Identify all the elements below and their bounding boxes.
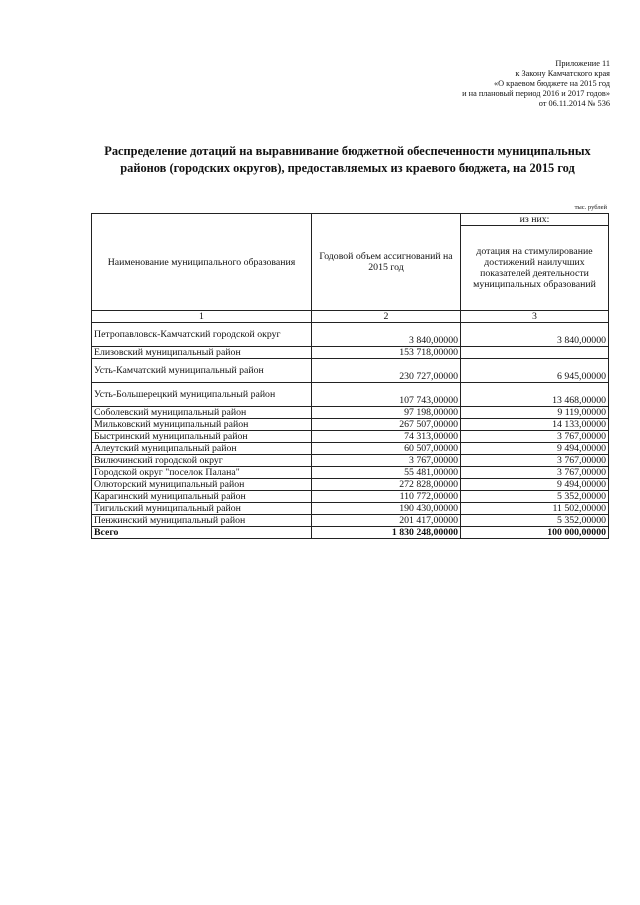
municipality-name: Вилючинский городской округ — [92, 455, 312, 467]
annual-amount: 55 481,00000 — [312, 467, 461, 479]
municipality-name: Мильковский муниципальный район — [92, 419, 312, 431]
municipality-name: Быстринский муниципальный район — [92, 431, 312, 443]
table-body — [92, 214, 609, 539]
total-row — [92, 527, 609, 539]
municipality-name: Усть-Большерецкий муниципальный район — [92, 383, 312, 407]
stimulus-amount: 5 352,00000 — [461, 491, 609, 503]
total-label: Всего — [92, 527, 312, 539]
municipality-name: Алеутский муниципальный район — [92, 443, 312, 455]
municipality-name: Тигильский муниципальный район — [92, 503, 312, 515]
annual-amount: 60 507,00000 — [312, 443, 461, 455]
municipality-name: Карагинский муниципальный район — [92, 491, 312, 503]
table-row — [92, 359, 609, 383]
annual-amount: 267 507,00000 — [312, 419, 461, 431]
table-row — [92, 383, 609, 407]
title-line: районов (городских округов), предоставляемых из краевого бюджета, на 2015 год — [120, 161, 575, 175]
col1-header: Наименование муниципального образования — [92, 214, 312, 311]
header-row — [92, 214, 609, 226]
annual-amount: 272 828,00000 — [312, 479, 461, 491]
table-row — [92, 419, 609, 431]
municipality-name: Елизовский муниципальный район — [92, 347, 312, 359]
table-row — [92, 431, 609, 443]
appendix-line: и на плановый период 2016 и 2017 годов» — [462, 89, 610, 98]
column-number-row — [92, 311, 609, 323]
annual-amount: 110 772,00000 — [312, 491, 461, 503]
annual-amount: 230 727,00000 — [312, 359, 461, 383]
municipality-name: Усть-Камчатский муниципальный район — [92, 359, 312, 383]
table-row — [92, 491, 609, 503]
annual-amount: 107 743,00000 — [312, 383, 461, 407]
appendix-reference — [462, 59, 610, 109]
annual-amount: 153 718,00000 — [312, 347, 461, 359]
table-row — [92, 503, 609, 515]
stimulus-amount: 11 502,00000 — [461, 503, 609, 515]
total-annual: 1 830 248,00000 — [312, 527, 461, 539]
stimulus-amount — [461, 347, 609, 359]
col2-header: Годовой объем ассигнований на 2015 год — [312, 214, 461, 311]
stimulus-amount: 9 494,00000 — [461, 479, 609, 491]
appendix-line: «О краевом бюджете на 2015 год — [493, 79, 610, 88]
municipality-name: Олюторский муниципальный район — [92, 479, 312, 491]
title-line: Распределение дотаций на выравнивание бюджетной обеспеченности муниципальных — [104, 144, 591, 158]
annual-amount: 190 430,00000 — [312, 503, 461, 515]
table-row — [92, 467, 609, 479]
appendix-line: Приложение 11 — [555, 59, 610, 68]
table-row — [92, 407, 609, 419]
column-number: 3 — [461, 311, 609, 323]
column-number: 1 — [92, 311, 312, 323]
column-number: 2 — [312, 311, 461, 323]
stimulus-amount: 3 767,00000 — [461, 455, 609, 467]
municipality-name: Петропавловск-Камчатский городской округ — [92, 323, 312, 347]
table-row — [92, 479, 609, 491]
table-row — [92, 443, 609, 455]
of-which-header: из них: — [461, 214, 609, 226]
document-title — [80, 143, 615, 177]
total-stimulus: 100 000,00000 — [461, 527, 609, 539]
col3-header: дотация на стимулирование достижений наилучших показателей деятельности муниципальных образований — [461, 226, 609, 311]
stimulus-amount: 3 767,00000 — [461, 467, 609, 479]
municipality-name: Городской округ "поселок Палана" — [92, 467, 312, 479]
units-label: тыс. рублей — [574, 204, 607, 211]
appendix-line: от 06.11.2014 № 536 — [538, 99, 610, 108]
stimulus-amount: 6 945,00000 — [461, 359, 609, 383]
annual-amount: 201 417,00000 — [312, 515, 461, 527]
appendix-line: к Закону Камчатского края — [515, 69, 610, 78]
stimulus-amount: 13 468,00000 — [461, 383, 609, 407]
table-row — [92, 347, 609, 359]
annual-amount: 74 313,00000 — [312, 431, 461, 443]
allocation-table — [91, 213, 609, 539]
table-row — [92, 323, 609, 347]
municipality-name: Соболевский муниципальный район — [92, 407, 312, 419]
table-row — [92, 515, 609, 527]
stimulus-amount: 3 767,00000 — [461, 431, 609, 443]
annual-amount: 97 198,00000 — [312, 407, 461, 419]
stimulus-amount: 3 840,00000 — [461, 323, 609, 347]
municipality-name: Пенжинский муниципальный район — [92, 515, 312, 527]
table-row — [92, 455, 609, 467]
annual-amount: 3 767,00000 — [312, 455, 461, 467]
annual-amount: 3 840,00000 — [312, 323, 461, 347]
stimulus-amount: 9 494,00000 — [461, 443, 609, 455]
stimulus-amount: 5 352,00000 — [461, 515, 609, 527]
stimulus-amount: 9 119,00000 — [461, 407, 609, 419]
stimulus-amount: 14 133,00000 — [461, 419, 609, 431]
